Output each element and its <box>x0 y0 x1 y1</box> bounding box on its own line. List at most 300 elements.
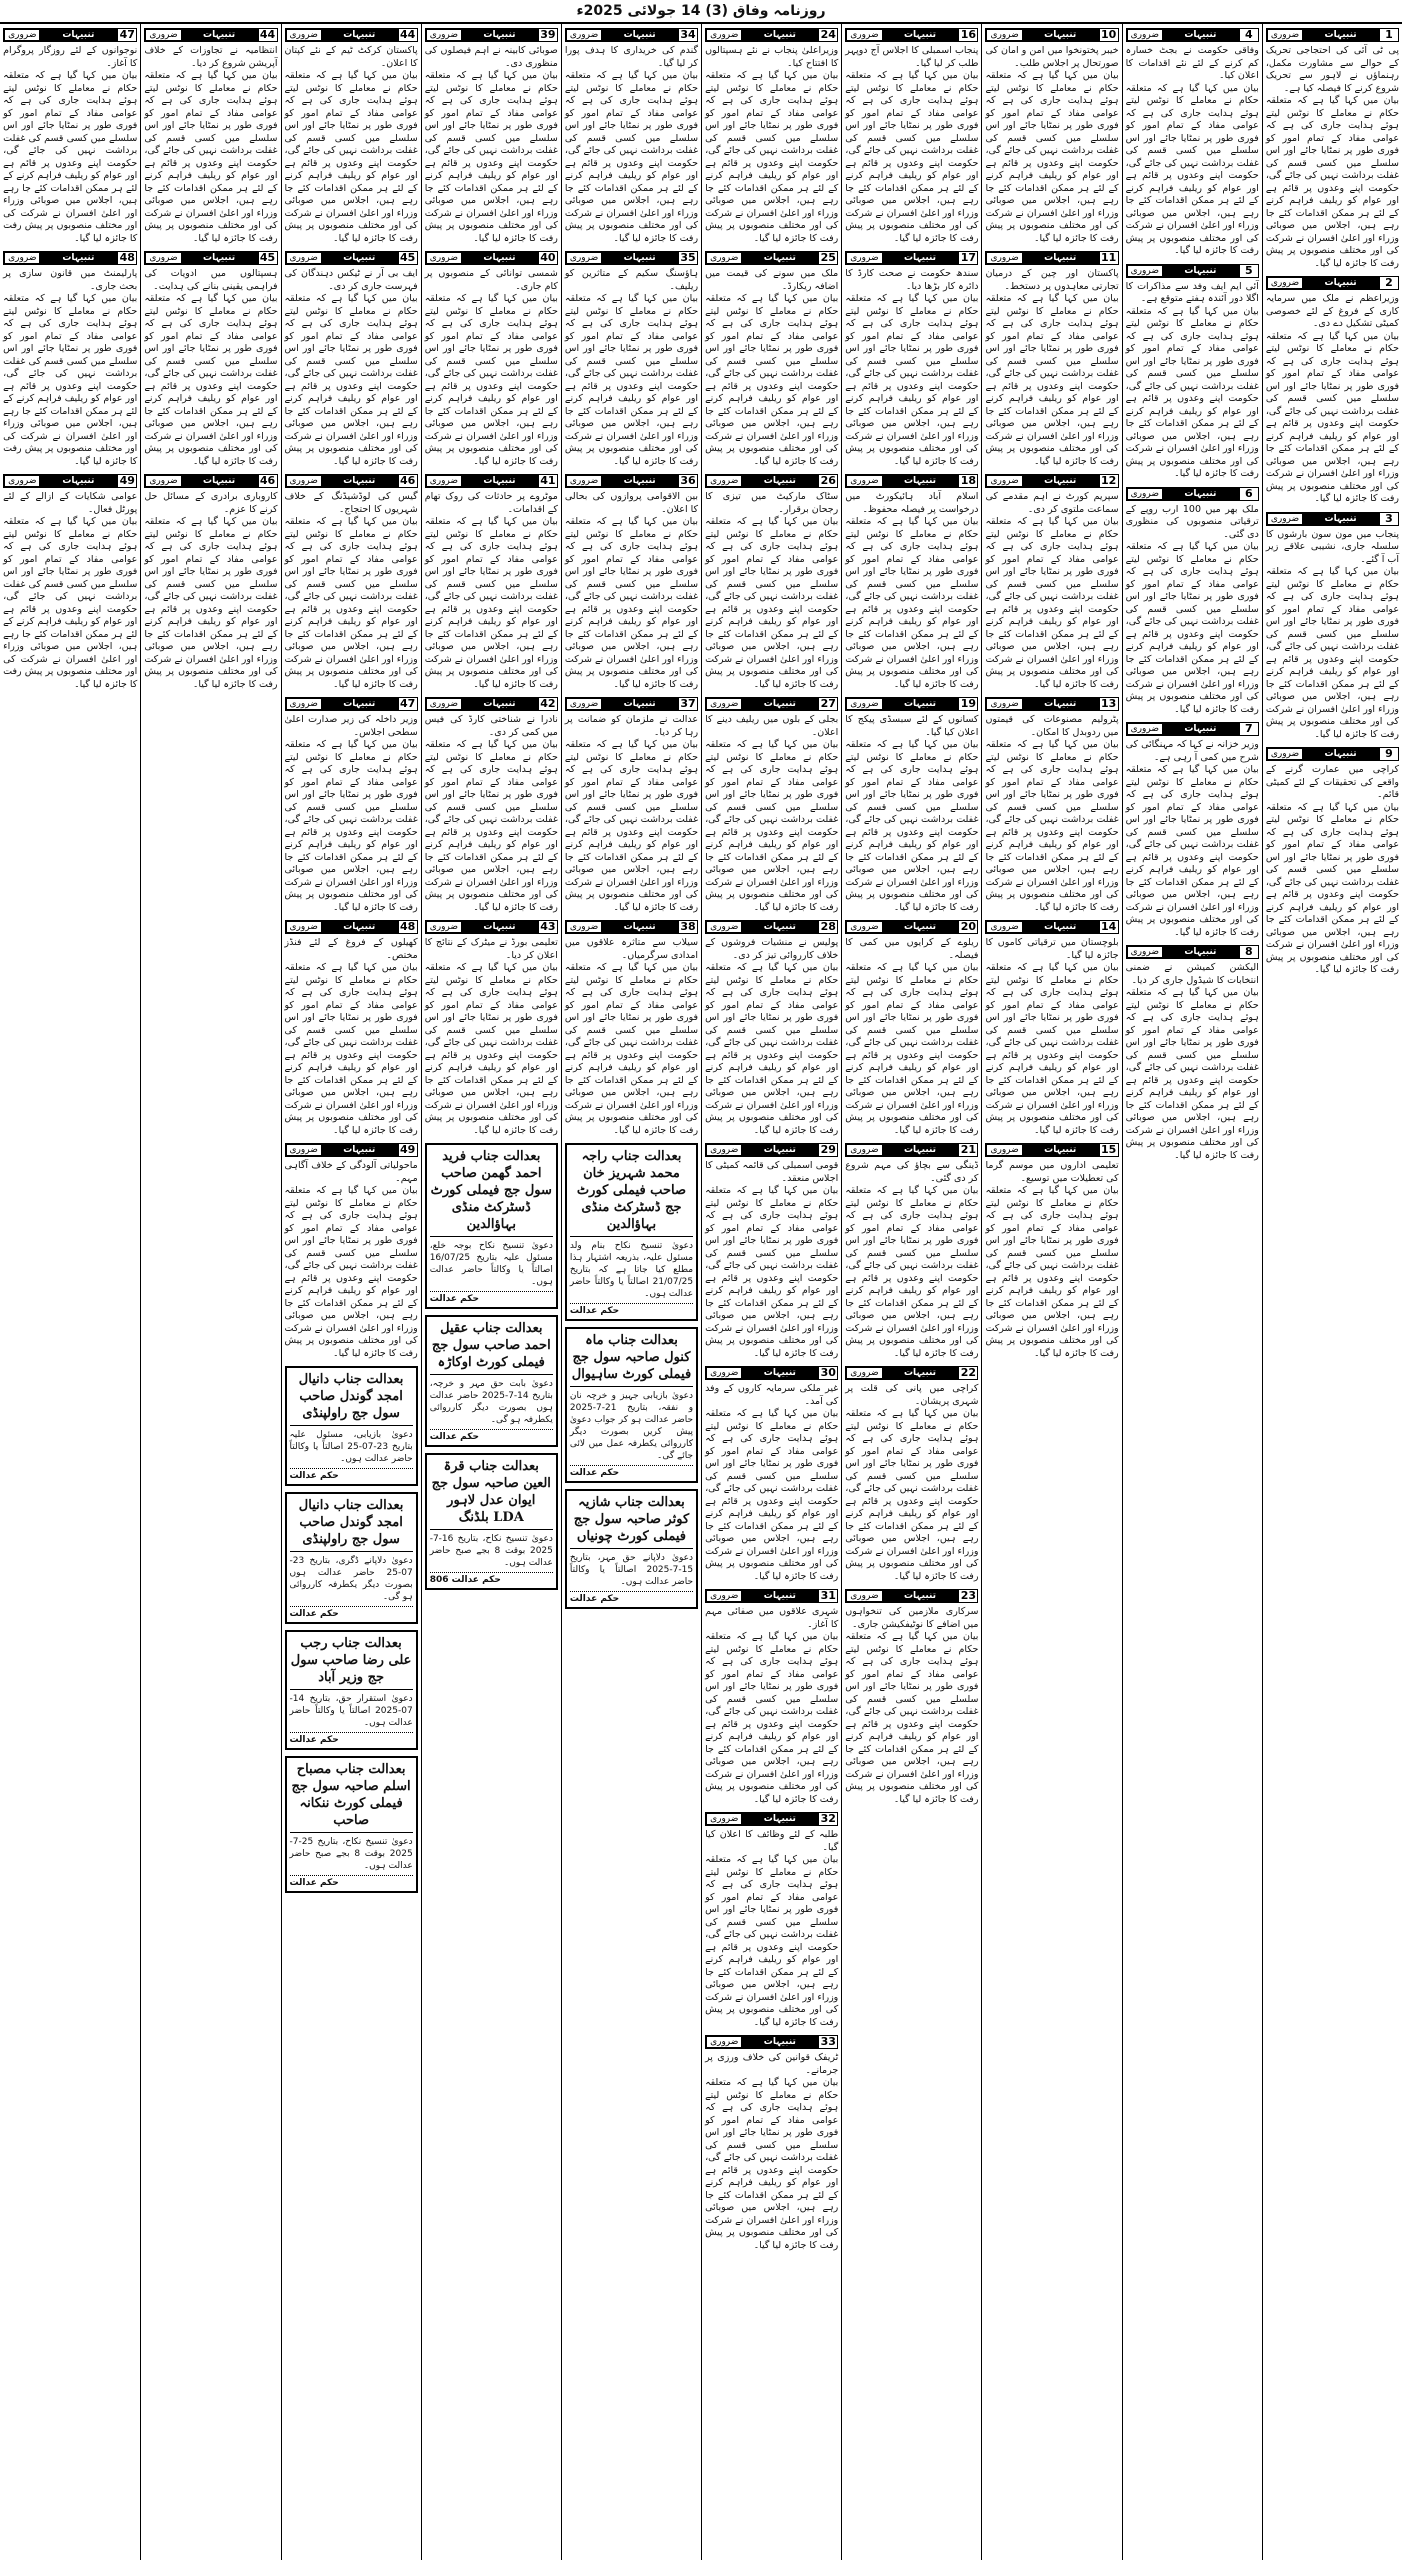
item-text: نادرا نے شناختی کارڈ کی فیس میں کمی کر دی۔ <box>424 714 558 738</box>
item-body-text: بیان میں کہا گیا ہے کہ متعلقہ حکام نے معاملے کا نوٹس لیتے ہوئے ہدایت جاری کی ہے کہ عوامی مفاد کے تمام امور کو فوری طور پر نمٹایا جائے اور اس سلسلے میں کسی قسم کی غفلت برداشت نہیں کی جائے گی، حکومت اپنے وعدوں پر قائم ہے اور عوام کو ریلیف فراہم کرنے کے لئے ہر ممکن اقدامات کئے جا رہے ہیں، اجلاس میں صوبائی وزراء اور اعلیٰ افسران نے شرکت کی اور مختلف منصوبوں پر پیش رفت کا جائزہ لیا گیا۔ <box>1125 305 1259 479</box>
news-item <box>3 251 137 468</box>
news-item <box>985 28 1118 245</box>
tag-label: ضروری <box>707 30 741 40</box>
item-text: عدالت نے ملزمان کو ضمانت پر رہا کر دیا۔ <box>564 714 699 738</box>
item-text: ریلوے کے کرایوں میں کمی کا فیصلہ۔ <box>845 937 979 961</box>
item-body-text: بیان میں کہا گیا ہے کہ متعلقہ حکام نے معاملے کا نوٹس لیتے ہوئے ہدایت جاری کی ہے کہ عوامی مفاد کے تمام امور کو فوری طور پر نمٹایا جائے اور اس سلسلے میں کسی قسم کی غفلت برداشت نہیں کی جائے گی، حکومت اپنے وعدوں پر قائم ہے اور عوام کو ریلیف فراہم کرنے کے لئے ہر ممکن اقدامات کئے جا رہے ہیں، اجلاس میں صوبائی وزراء اور اعلیٰ افسران نے شرکت کی اور مختلف منصوبوں پر پیش رفت کا جائزہ لیا گیا۔ <box>705 739 839 913</box>
section-label: تنبیہات <box>343 922 376 932</box>
court-notice-signature: حکم عدالت <box>430 1291 553 1304</box>
item-body-text: بیان میں کہا گیا ہے کہ متعلقہ حکام نے معاملے کا نوٹس لیتے ہوئے ہدایت جاری کی ہے کہ عوامی مفاد کے تمام امور کو فوری طور پر نمٹایا جائے اور اس سلسلے میں کسی قسم کی غفلت برداشت نہیں کی جائے گی، حکومت اپنے وعدوں پر قائم ہے اور عوام کو ریلیف فراہم کرنے کے لئے ہر ممکن اقدامات کئے جا رہے ہیں، اجلاس میں صوبائی وزراء اور اعلیٰ افسران نے شرکت کی اور مختلف منصوبوں پر پیش رفت کا جائزہ لیا گیا۔ <box>1125 541 1259 715</box>
news-item <box>425 920 558 1137</box>
tag-label: ضروری <box>987 253 1021 263</box>
tag-label: ضروری <box>1268 514 1302 524</box>
item-text: ایف بی آر نے ٹیکس دہندگان کی فہرست جاری کر دی۔ <box>284 268 418 292</box>
court-notice-signature: حکم عدالت <box>290 1606 413 1619</box>
tag-label: ضروری <box>1268 278 1302 288</box>
tag-label: ضروری <box>287 30 321 40</box>
section-bar <box>985 251 1118 265</box>
section-bar <box>985 1143 1118 1157</box>
news-item <box>1266 276 1399 506</box>
news-item <box>845 28 978 245</box>
item-number: 23 <box>958 1589 978 1603</box>
section-bar <box>3 474 137 488</box>
court-notice <box>425 1315 558 1447</box>
item-text: وزیر داخلہ کی زیر صدارت اعلیٰ سطحی اجلاس۔ <box>284 714 418 738</box>
item-body-text: بیان میں کہا گیا ہے کہ متعلقہ حکام نے معاملے کا نوٹس لیتے ہوئے ہدایت جاری کی ہے کہ عوامی مفاد کے تمام امور کو فوری طور پر نمٹایا جائے اور اس سلسلے میں کسی قسم کی غفلت برداشت نہیں کی جائے گی، حکومت اپنے وعدوں پر قائم ہے اور عوام کو ریلیف فراہم کرنے کے لئے ہر ممکن اقدامات کئے جا رہے ہیں، اجلاس میں صوبائی وزراء اور اعلیٰ افسران نے شرکت کی اور مختلف منصوبوں پر پیش رفت کا جائزہ لیا گیا۔ <box>1265 330 1399 504</box>
item-body-text: بیان میں کہا گیا ہے کہ متعلقہ حکام نے معاملے کا نوٹس لیتے ہوئے ہدایت جاری کی ہے کہ عوامی مفاد کے تمام امور کو فوری طور پر نمٹایا جائے اور اس سلسلے میں کسی قسم کی غفلت برداشت نہیں کی جائے گی، حکومت اپنے وعدوں پر قائم ہے اور عوام کو ریلیف فراہم کرنے کے لئے ہر ممکن اقدامات کئے جا رہے ہیں، اجلاس میں صوبائی وزراء اور اعلیٰ افسران نے شرکت کی اور مختلف منصوبوں پر پیش رفت کا جائزہ لیا گیا۔ <box>845 1185 979 1359</box>
section-label: تنبیہات <box>483 253 516 263</box>
item-body-text: بیان میں کہا گیا ہے کہ متعلقہ حکام نے معاملے کا نوٹس لیتے ہوئے ہدایت جاری کی ہے کہ عوامی مفاد کے تمام امور کو فوری طور پر نمٹایا جائے اور اس سلسلے میں کسی قسم کی غفلت برداشت نہیں کی جائے گی، حکومت اپنے وعدوں پر قائم ہے اور عوام کو ریلیف فراہم کرنے کے لئے ہر ممکن اقدامات کئے جا رہے ہیں، اجلاس میں صوبائی وزراء اور اعلیٰ افسران نے شرکت کی اور مختلف منصوبوں پر پیش رفت کا جائزہ لیا گیا۔ <box>564 516 699 690</box>
item-number: 6 <box>1239 487 1259 501</box>
item-text: پارلیمنٹ میں قانون سازی پر بحث جاری۔ <box>3 268 138 292</box>
news-item <box>285 251 418 468</box>
section-bar <box>285 920 418 934</box>
tag-label: ضروری <box>427 922 461 932</box>
news-item <box>705 28 838 245</box>
section-label: تنبیہات <box>483 699 516 709</box>
section-bar <box>985 697 1118 711</box>
item-number: 15 <box>1099 1143 1119 1157</box>
item-body-text: بیان میں کہا گیا ہے کہ متعلقہ حکام نے معاملے کا نوٹس لیتے ہوئے ہدایت جاری کی ہے کہ عوامی مفاد کے تمام امور کو فوری طور پر نمٹایا جائے اور اس سلسلے میں کسی قسم کی غفلت برداشت نہیں کی جائے گی، حکومت اپنے وعدوں پر قائم ہے اور عوام کو ریلیف فراہم کرنے کے لئے ہر ممکن اقدامات کئے جا رہے ہیں، اجلاس میں صوبائی وزراء اور اعلیٰ افسران نے شرکت کی اور مختلف منصوبوں پر پیش رفت کا جائزہ لیا گیا۔ <box>564 739 699 913</box>
section-bar <box>3 28 137 42</box>
item-number: 21 <box>958 1143 978 1157</box>
item-body-text: بیان میں کہا گیا ہے کہ متعلقہ حکام نے معاملے کا نوٹس لیتے ہوئے ہدایت جاری کی ہے کہ عوامی مفاد کے تمام امور کو فوری طور پر نمٹایا جائے اور اس سلسلے میں کسی قسم کی غفلت برداشت نہیں کی جائے گی، حکومت اپنے وعدوں پر قائم ہے اور عوام کو ریلیف فراہم کرنے کے لئے ہر ممکن اقدامات کئے جا رہے ہیں، اجلاس میں صوبائی وزراء اور اعلیٰ افسران نے شرکت کی اور مختلف منصوبوں پر پیش رفت کا جائزہ لیا گیا۔ <box>564 962 699 1136</box>
section-bar <box>565 474 698 488</box>
section-label: تنبیہات <box>1044 30 1077 40</box>
tag-label: ضروری <box>987 699 1021 709</box>
news-item <box>845 920 978 1137</box>
tag-label: ضروری <box>707 253 741 263</box>
section-bar <box>144 474 277 488</box>
tag-label: ضروری <box>707 699 741 709</box>
section-bar <box>425 251 558 265</box>
item-text: وزیراعلیٰ پنجاب نے نئے ہسپتالوں کا افتتاح کیا۔ <box>705 45 839 69</box>
court-notice-body: دعویٰ تنسیخ نکاح بوجہ خلع، مسئول علیہ بتاریخ 16/07/25 اصالتاً یا وکالتاً حاضر عدالت ہوں۔ <box>429 1241 553 1287</box>
item-text: وزیراعظم نے ملک میں سرمایہ کاری کے فروغ کے لئے خصوصی کمیٹی تشکیل دے دی۔ <box>1265 293 1399 329</box>
section-label: تنبیہات <box>1044 476 1077 486</box>
court-notice-heading: بعدالت جناب شازیہ کوثر صاحبہ سول جج فیملی کورٹ چونیاں <box>570 1494 693 1549</box>
item-number: 2 <box>1379 276 1399 290</box>
news-item <box>845 251 978 468</box>
section-bar <box>1126 264 1259 278</box>
tag-label: ضروری <box>847 922 881 932</box>
section-label: تنبیہات <box>203 30 236 40</box>
item-body-text: بیان میں کہا گیا ہے کہ متعلقہ حکام نے معاملے کا نوٹس لیتے ہوئے ہدایت جاری کی ہے کہ عوامی مفاد کے تمام امور کو فوری طور پر نمٹایا جائے اور اس سلسلے میں کسی قسم کی غفلت برداشت نہیں کی جائے گی، حکومت اپنے وعدوں پر قائم ہے اور عوام کو ریلیف فراہم کرنے کے لئے ہر ممکن اقدامات کئے جا رہے ہیں، اجلاس میں صوبائی وزراء اور اعلیٰ افسران نے شرکت کی اور مختلف منصوبوں پر پیش رفت کا جائزہ لیا گیا۔ <box>284 70 418 244</box>
news-item <box>705 1366 838 1583</box>
tag-label: ضروری <box>1128 266 1162 276</box>
section-label: تنبیہات <box>62 30 95 40</box>
news-item <box>845 474 978 691</box>
item-text: بجلی کے بلوں میں ریلیف دینے کا اعلان۔ <box>705 714 839 738</box>
item-body-text: بیان میں کہا گیا ہے کہ متعلقہ حکام نے معاملے کا نوٹس لیتے ہوئے ہدایت جاری کی ہے کہ عوامی مفاد کے تمام امور کو فوری طور پر نمٹایا جائے اور اس سلسلے میں کسی قسم کی غفلت برداشت نہیں کی جائے گی، حکومت اپنے وعدوں پر قائم ہے اور عوام کو ریلیف فراہم کرنے کے لئے ہر ممکن اقدامات کئے جا رہے ہیں، اجلاس میں صوبائی وزراء اور اعلیٰ افسران نے شرکت کی اور مختلف منصوبوں پر پیش رفت کا جائزہ لیا گیا۔ <box>705 1631 839 1805</box>
item-text: ہاؤسنگ سکیم کے متاثرین کو ریلیف۔ <box>564 268 699 292</box>
tag-label: ضروری <box>567 30 601 40</box>
item-text: گندم کی خریداری کا ہدف پورا کر لیا گیا۔ <box>564 45 699 69</box>
item-number: 36 <box>678 474 698 488</box>
section-bar <box>985 474 1118 488</box>
news-item <box>1126 722 1259 939</box>
item-number: 14 <box>1099 920 1119 934</box>
section-bar <box>845 697 978 711</box>
item-body-text: بیان میں کہا گیا ہے کہ متعلقہ حکام نے معاملے کا نوٹس لیتے ہوئے ہدایت جاری کی ہے کہ عوامی مفاد کے تمام امور کو فوری طور پر نمٹایا جائے اور اس سلسلے میں کسی قسم کی غفلت برداشت نہیں کی جائے گی، حکومت اپنے وعدوں پر قائم ہے اور عوام کو ریلیف فراہم کرنے کے لئے ہر ممکن اقدامات کئے جا رہے ہیں، اجلاس میں صوبائی وزراء اور اعلیٰ افسران نے شرکت کی اور مختلف منصوبوں پر پیش رفت کا جائزہ لیا گیا۔ <box>1125 987 1259 1161</box>
tag-label: ضروری <box>707 1814 741 1824</box>
item-body-text: بیان میں کہا گیا ہے کہ متعلقہ حکام نے معاملے کا نوٹس لیتے ہوئے ہدایت جاری کی ہے کہ عوامی مفاد کے تمام امور کو فوری طور پر نمٹایا جائے اور اس سلسلے میں کسی قسم کی غفلت برداشت نہیں کی جائے گی، حکومت اپنے وعدوں پر قائم ہے اور عوام کو ریلیف فراہم کرنے کے لئے ہر ممکن اقدامات کئے جا رہے ہیں، اجلاس میں صوبائی وزراء اور اعلیٰ افسران نے شرکت کی اور مختلف منصوبوں پر پیش رفت کا جائزہ لیا گیا۔ <box>284 1185 418 1359</box>
section-bar <box>705 920 838 934</box>
court-notice-body: دعویٰ دلاپانے ڈگری، بتاریخ 23-07-25 حاضر عدالت ہوں بصورت دیگر یکطرفہ کارروائی ہو گی۔ <box>289 1556 413 1602</box>
section-label: تنبیہات <box>1184 724 1217 734</box>
court-notice <box>285 1492 418 1624</box>
item-number: 45 <box>258 251 278 265</box>
news-item <box>705 1143 838 1360</box>
item-number: 24 <box>818 28 838 42</box>
news-item <box>425 251 558 468</box>
section-label: تنبیہات <box>623 30 656 40</box>
section-label: تنبیہات <box>1324 749 1357 759</box>
item-number: 47 <box>398 697 418 711</box>
tag-label: ضروری <box>847 476 881 486</box>
tag-label: ضروری <box>287 699 321 709</box>
item-number: 37 <box>678 697 698 711</box>
item-body-text: بیان میں کہا گیا ہے کہ متعلقہ حکام نے معاملے کا نوٹس لیتے ہوئے ہدایت جاری کی ہے کہ عوامی مفاد کے تمام امور کو فوری طور پر نمٹایا جائے اور اس سلسلے میں کسی قسم کی غفلت برداشت نہیں کی جائے گی، حکومت اپنے وعدوں پر قائم ہے اور عوام کو ریلیف فراہم کرنے کے لئے ہر ممکن اقدامات کئے جا رہے ہیں، اجلاس میں صوبائی وزراء اور اعلیٰ افسران نے شرکت کی اور مختلف منصوبوں پر پیش رفت کا جائزہ لیا گیا۔ <box>564 293 699 467</box>
court-notice-heading: بعدالت جناب قرۃ العین صاحبہ سول جج ایوان عدل لاہور LDA بلڈنگ <box>430 1458 553 1530</box>
item-body-text: بیان میں کہا گیا ہے کہ متعلقہ حکام نے معاملے کا نوٹس لیتے ہوئے ہدایت جاری کی ہے کہ عوامی مفاد کے تمام امور کو فوری طور پر نمٹایا جائے اور اس سلسلے میں کسی قسم کی غفلت برداشت نہیں کی جائے گی، حکومت اپنے وعدوں پر قائم ہے اور عوام کو ریلیف فراہم کرنے کے لئے ہر ممکن اقدامات کئے جا رہے ہیں، اجلاس میں صوبائی وزراء اور اعلیٰ افسران نے شرکت کی اور مختلف منصوبوں پر پیش رفت کا جائزہ لیا گیا۔ <box>424 293 558 467</box>
item-number: 13 <box>1099 697 1119 711</box>
tag-label: ضروری <box>427 476 461 486</box>
tag-label: ضروری <box>567 922 601 932</box>
section-bar <box>565 697 698 711</box>
section-bar <box>1266 28 1399 42</box>
court-notice-body: دعویٰ بازیابی، مسئول علیہ بتاریخ 23-07-25 اصالتاً یا وکالتاً حاضر عدالت ہوں۔ <box>289 1430 413 1464</box>
section-bar <box>705 2035 838 2049</box>
court-notice-heading: بعدالت جناب دانیال امجد گوندل صاحب سول جج راولپنڈی <box>290 1497 413 1552</box>
section-bar <box>425 28 558 42</box>
item-body-text: بیان میں کہا گیا ہے کہ متعلقہ حکام نے معاملے کا نوٹس لیتے ہوئے ہدایت جاری کی ہے کہ عوامی مفاد کے تمام امور کو فوری طور پر نمٹایا جائے اور اس سلسلے میں کسی قسم کی غفلت برداشت نہیں کی جائے گی، حکومت اپنے وعدوں پر قائم ہے اور عوام کو ریلیف فراہم کرنے کے لئے ہر ممکن اقدامات کئے جا رہے ہیں، اجلاس میں صوبائی وزراء اور اعلیٰ افسران نے شرکت کی اور مختلف منصوبوں پر پیش رفت کا جائزہ لیا گیا۔ <box>705 516 839 690</box>
news-item <box>985 920 1118 1137</box>
item-text: تعلیمی اداروں میں موسم گرما کی تعطیلات میں توسیع۔ <box>985 1160 1119 1184</box>
news-column <box>140 24 280 2560</box>
section-bar <box>705 251 838 265</box>
section-label: تنبیہات <box>343 1145 376 1155</box>
item-body-text: بیان میں کہا گیا ہے کہ متعلقہ حکام نے معاملے کا نوٹس لیتے ہوئے ہدایت جاری کی ہے کہ عوامی مفاد کے تمام امور کو فوری طور پر نمٹایا جائے اور اس سلسلے میں کسی قسم کی غفلت برداشت نہیں کی جائے گی، حکومت اپنے وعدوں پر قائم ہے اور عوام کو ریلیف فراہم کرنے کے لئے ہر ممکن اقدامات کئے جا رہے ہیں، اجلاس میں صوبائی وزراء اور اعلیٰ افسران نے شرکت کی اور مختلف منصوبوں پر پیش رفت کا جائزہ لیا گیا۔ <box>1265 801 1399 975</box>
news-item <box>705 251 838 468</box>
item-text: سٹاک مارکیٹ میں تیزی کا رجحان برقرار۔ <box>705 491 839 515</box>
item-text: آئی ایم ایف وفد سے مذاکرات کا اگلا دور آئندہ ہفتے متوقع ہے۔ <box>1125 280 1259 304</box>
item-body-text: بیان میں کہا گیا ہے کہ متعلقہ حکام نے معاملے کا نوٹس لیتے ہوئے ہدایت جاری کی ہے کہ عوامی مفاد کے تمام امور کو فوری طور پر نمٹایا جائے اور اس سلسلے میں کسی قسم کی غفلت برداشت نہیں کی جائے گی، حکومت اپنے وعدوں پر قائم ہے اور عوام کو ریلیف فراہم کرنے کے لئے ہر ممکن اقدامات کئے جا رہے ہیں، اجلاس میں صوبائی وزراء اور اعلیٰ افسران نے شرکت کی اور مختلف منصوبوں پر پیش رفت کا جائزہ لیا گیا۔ <box>705 1185 839 1359</box>
section-label: تنبیہات <box>483 476 516 486</box>
item-text: سیلاب سے متاثرہ علاقوں میں امدادی سرگرمیاں۔ <box>564 937 699 961</box>
item-text: خیبر پختونخوا میں امن و امان کی صورتحال پر اجلاس طلب۔ <box>985 45 1119 69</box>
item-body-text: بیان میں کہا گیا ہے کہ متعلقہ حکام نے معاملے کا نوٹس لیتے ہوئے ہدایت جاری کی ہے کہ عوامی مفاد کے تمام امور کو فوری طور پر نمٹایا جائے اور اس سلسلے میں کسی قسم کی غفلت برداشت نہیں کی جائے گی، حکومت اپنے وعدوں پر قائم ہے اور عوام کو ریلیف فراہم کرنے کے لئے ہر ممکن اقدامات کئے جا رہے ہیں، اجلاس میں صوبائی وزراء اور اعلیٰ افسران نے شرکت کی اور مختلف منصوبوں پر پیش رفت کا جائزہ لیا گیا۔ <box>1265 566 1399 740</box>
tag-label: ضروری <box>987 922 1021 932</box>
item-body-text: بیان میں کہا گیا ہے کہ متعلقہ حکام نے معاملے کا نوٹس لیتے ہوئے ہدایت جاری کی ہے کہ عوامی مفاد کے تمام امور کو فوری طور پر نمٹایا جائے اور اس سلسلے میں کسی قسم کی غفلت برداشت نہیں کی جائے گی، حکومت اپنے وعدوں پر قائم ہے اور عوام کو ریلیف فراہم کرنے کے لئے ہر ممکن اقدامات کئے جا رہے ہیں، اجلاس میں صوبائی وزراء اور اعلیٰ افسران نے شرکت کی اور مختلف منصوبوں پر پیش رفت کا جائزہ لیا گیا۔ <box>144 293 278 467</box>
section-label: تنبیہات <box>903 1368 937 1378</box>
item-text: کسانوں کے لئے سبسڈی پیکج کا اعلان کیا گیا۔ <box>845 714 979 738</box>
section-bar <box>1266 276 1399 290</box>
item-number: 29 <box>818 1143 838 1157</box>
item-number: 1 <box>1379 28 1399 42</box>
court-notice-signature: حکم عدالت <box>570 1303 693 1316</box>
item-body-text: بیان میں کہا گیا ہے کہ متعلقہ حکام نے معاملے کا نوٹس لیتے ہوئے ہدایت جاری کی ہے کہ عوامی مفاد کے تمام امور کو فوری طور پر نمٹایا جائے اور اس سلسلے میں کسی قسم کی غفلت برداشت نہیں کی جائے گی، حکومت اپنے وعدوں پر قائم ہے اور عوام کو ریلیف فراہم کرنے کے لئے ہر ممکن اقدامات کئے جا رہے ہیں، اجلاس میں صوبائی وزراء اور اعلیٰ افسران نے شرکت کی اور مختلف منصوبوں پر پیش رفت کا جائزہ لیا گیا۔ <box>3 70 138 244</box>
news-item <box>705 697 838 914</box>
item-body-text: بیان میں کہا گیا ہے کہ متعلقہ حکام نے معاملے کا نوٹس لیتے ہوئے ہدایت جاری کی ہے کہ عوامی مفاد کے تمام امور کو فوری طور پر نمٹایا جائے اور اس سلسلے میں کسی قسم کی غفلت برداشت نہیں کی جائے گی، حکومت اپنے وعدوں پر قائم ہے اور عوام کو ریلیف فراہم کرنے کے لئے ہر ممکن اقدامات کئے جا رہے ہیں، اجلاس میں صوبائی وزراء اور اعلیٰ افسران نے شرکت کی اور مختلف منصوبوں پر پیش رفت کا جائزہ لیا گیا۔ <box>1125 82 1259 256</box>
item-number: 28 <box>818 920 838 934</box>
section-label: تنبیہات <box>903 1145 937 1155</box>
news-column <box>1122 24 1262 2560</box>
news-item <box>1126 28 1259 258</box>
court-notice-body: دعویٰ بابت حق مہر و خرچہ، بتاریخ 14-7-2025 حاضر عدالت ہوں بصورت دیگر کارروائی یکطرفہ ہو گی۔ <box>429 1379 553 1425</box>
section-bar <box>705 1589 838 1603</box>
item-body-text: بیان میں کہا گیا ہے کہ متعلقہ حکام نے معاملے کا نوٹس لیتے ہوئے ہدایت جاری کی ہے کہ عوامی مفاد کے تمام امور کو فوری طور پر نمٹایا جائے اور اس سلسلے میں کسی قسم کی غفلت برداشت نہیں کی جائے گی، حکومت اپنے وعدوں پر قائم ہے اور عوام کو ریلیف فراہم کرنے کے لئے ہر ممکن اقدامات کئے جا رہے ہیں، اجلاس میں صوبائی وزراء اور اعلیٰ افسران نے شرکت کی اور مختلف منصوبوں پر پیش رفت کا جائزہ لیا گیا۔ <box>144 70 278 244</box>
news-item <box>705 1812 838 2029</box>
item-body-text: بیان میں کہا گیا ہے کہ متعلقہ حکام نے معاملے کا نوٹس لیتے ہوئے ہدایت جاری کی ہے کہ عوامی مفاد کے تمام امور کو فوری طور پر نمٹایا جائے اور اس سلسلے میں کسی قسم کی غفلت برداشت نہیں کی جائے گی، حکومت اپنے وعدوں پر قائم ہے اور عوام کو ریلیف فراہم کرنے کے لئے ہر ممکن اقدامات کئے جا رہے ہیں، اجلاس میں صوبائی وزراء اور اعلیٰ افسران نے شرکت کی اور مختلف منصوبوں پر پیش رفت کا جائزہ لیا گیا۔ <box>845 70 979 244</box>
tag-label: ضروری <box>1268 749 1302 759</box>
item-body-text: بیان میں کہا گیا ہے کہ متعلقہ حکام نے معاملے کا نوٹس لیتے ہوئے ہدایت جاری کی ہے کہ عوامی مفاد کے تمام امور کو فوری طور پر نمٹایا جائے اور اس سلسلے میں کسی قسم کی غفلت برداشت نہیں کی جائے گی، حکومت اپنے وعدوں پر قائم ہے اور عوام کو ریلیف فراہم کرنے کے لئے ہر ممکن اقدامات کئے جا رہے ہیں، اجلاس میں صوبائی وزراء اور اعلیٰ افسران نے شرکت کی اور مختلف منصوبوں پر پیش رفت کا جائزہ لیا گیا۔ <box>3 293 138 467</box>
item-body-text: بیان میں کہا گیا ہے کہ متعلقہ حکام نے معاملے کا نوٹس لیتے ہوئے ہدایت جاری کی ہے کہ عوامی مفاد کے تمام امور کو فوری طور پر نمٹایا جائے اور اس سلسلے میں کسی قسم کی غفلت برداشت نہیں کی جائے گی، حکومت اپنے وعدوں پر قائم ہے اور عوام کو ریلیف فراہم کرنے کے لئے ہر ممکن اقدامات کئے جا رہے ہیں، اجلاس میں صوبائی وزراء اور اعلیٰ افسران نے شرکت کی اور مختلف منصوبوں پر پیش رفت کا جائزہ لیا گیا۔ <box>845 962 979 1136</box>
tag-label: ضروری <box>987 476 1021 486</box>
section-bar <box>425 697 558 711</box>
section-bar <box>285 251 418 265</box>
section-bar <box>1126 28 1259 42</box>
news-item <box>985 251 1118 468</box>
item-number: 46 <box>258 474 278 488</box>
item-text: پٹرولیم مصنوعات کی قیمتوں میں ردوبدل کا امکان۔ <box>985 714 1119 738</box>
item-body-text: بیان میں کہا گیا ہے کہ متعلقہ حکام نے معاملے کا نوٹس لیتے ہوئے ہدایت جاری کی ہے کہ عوامی مفاد کے تمام امور کو فوری طور پر نمٹایا جائے اور اس سلسلے میں کسی قسم کی غفلت برداشت نہیں کی جائے گی، حکومت اپنے وعدوں پر قائم ہے اور عوام کو ریلیف فراہم کرنے کے لئے ہر ممکن اقدامات کئے جا رہے ہیں، اجلاس میں صوبائی وزراء اور اعلیٰ افسران نے شرکت کی اور مختلف منصوبوں پر پیش رفت کا جائزہ لیا گیا۔ <box>424 70 558 244</box>
item-text: پاکستان اور چین کے درمیان تجارتی معاہدوں پر دستخط۔ <box>985 268 1119 292</box>
section-label: تنبیہات <box>763 699 796 709</box>
court-notice-body: دعویٰ دلاپانے حق مہر، بتاریخ 15-7-2025 اصالتاً یا وکالتاً حاضر عدالت ہوں۔ <box>569 1553 694 1587</box>
section-label: تنبیہات <box>343 476 376 486</box>
news-item <box>845 1143 978 1360</box>
item-number: 49 <box>398 1143 418 1157</box>
item-number: 19 <box>958 697 978 711</box>
section-bar <box>1266 512 1399 526</box>
item-body-text: بیان میں کہا گیا ہے کہ متعلقہ حکام نے معاملے کا نوٹس لیتے ہوئے ہدایت جاری کی ہے کہ عوامی مفاد کے تمام امور کو فوری طور پر نمٹایا جائے اور اس سلسلے میں کسی قسم کی غفلت برداشت نہیں کی جائے گی، حکومت اپنے وعدوں پر قائم ہے اور عوام کو ریلیف فراہم کرنے کے لئے ہر ممکن اقدامات کئے جا رہے ہیں، اجلاس میں صوبائی وزراء اور اعلیٰ افسران نے شرکت کی اور مختلف منصوبوں پر پیش رفت کا جائزہ لیا گیا۔ <box>845 293 979 467</box>
item-text: وفاقی حکومت نے بجٹ خسارہ کم کرنے کے لئے نئے اقدامات کا اعلان کیا۔ <box>1125 45 1259 81</box>
news-item <box>1266 28 1399 270</box>
court-notice-heading: بعدالت جناب مصباح اسلم صاحبہ سول جج فیملی کورٹ ننکانہ صاحب <box>290 1761 413 1833</box>
item-body-text: بیان میں کہا گیا ہے کہ متعلقہ حکام نے معاملے کا نوٹس لیتے ہوئے ہدایت جاری کی ہے کہ عوامی مفاد کے تمام امور کو فوری طور پر نمٹایا جائے اور اس سلسلے میں کسی قسم کی غفلت برداشت نہیں کی جائے گی، حکومت اپنے وعدوں پر قائم ہے اور عوام کو ریلیف فراہم کرنے کے لئے ہر ممکن اقدامات کئے جا رہے ہیں، اجلاس میں صوبائی وزراء اور اعلیٰ افسران نے شرکت کی اور مختلف منصوبوں پر پیش رفت کا جائزہ لیا گیا۔ <box>284 516 418 690</box>
tag-label: ضروری <box>146 253 180 263</box>
news-item <box>565 920 698 1137</box>
item-number: 40 <box>538 251 558 265</box>
item-body-text: بیان میں کہا گیا ہے کہ متعلقہ حکام نے معاملے کا نوٹس لیتے ہوئے ہدایت جاری کی ہے کہ عوامی مفاد کے تمام امور کو فوری طور پر نمٹایا جائے اور اس سلسلے میں کسی قسم کی غفلت برداشت نہیں کی جائے گی، حکومت اپنے وعدوں پر قائم ہے اور عوام کو ریلیف فراہم کرنے کے لئے ہر ممکن اقدامات کئے جا رہے ہیں، اجلاس میں صوبائی وزراء اور اعلیٰ افسران نے شرکت کی اور مختلف منصوبوں پر پیش رفت کا جائزہ لیا گیا۔ <box>985 1185 1119 1359</box>
item-text: پنجاب اسمبلی کا اجلاس آج دوپہر طلب کر لیا گیا۔ <box>845 45 979 69</box>
item-body-text: بیان میں کہا گیا ہے کہ متعلقہ حکام نے معاملے کا نوٹس لیتے ہوئے ہدایت جاری کی ہے کہ عوامی مفاد کے تمام امور کو فوری طور پر نمٹایا جائے اور اس سلسلے میں کسی قسم کی غفلت برداشت نہیں کی جائے گی، حکومت اپنے وعدوں پر قائم ہے اور عوام کو ریلیف فراہم کرنے کے لئے ہر ممکن اقدامات کئے جا رہے ہیں، اجلاس میں صوبائی وزراء اور اعلیٰ افسران نے شرکت کی اور مختلف منصوبوں پر پیش رفت کا جائزہ لیا گیا۔ <box>284 739 418 913</box>
item-text: شمسی توانائی کے منصوبوں پر کام جاری۔ <box>424 268 558 292</box>
newspaper-page <box>0 24 1402 2560</box>
news-item <box>144 251 277 468</box>
tag-label: ضروری <box>847 699 881 709</box>
section-label: تنبیہات <box>763 30 796 40</box>
news-item <box>845 1366 978 1583</box>
section-bar <box>1126 945 1259 959</box>
news-item <box>1126 264 1259 481</box>
news-item <box>565 697 698 914</box>
court-notice-body: دعویٰ استقرار حق، بتاریخ 14-07-2025 اصالتاً یا وکالتاً حاضر عدالت ہوں۔ <box>289 1694 413 1728</box>
news-item <box>1266 747 1399 977</box>
section-label: تنبیہات <box>1184 265 1217 276</box>
news-item <box>425 697 558 914</box>
section-bar <box>565 920 698 934</box>
news-item <box>285 474 418 691</box>
item-text: نوجوانوں کے لئے روزگار پروگرام کا آغاز۔ <box>3 45 138 69</box>
news-item <box>565 251 698 468</box>
section-bar <box>985 28 1118 42</box>
section-label: تنبیہات <box>1044 699 1077 709</box>
tag-label: ضروری <box>707 1145 741 1155</box>
news-column <box>421 24 561 2560</box>
tag-label: ضروری <box>287 922 321 932</box>
news-item <box>845 1589 978 1806</box>
section-label: تنبیہات <box>763 1814 796 1824</box>
news-item <box>3 28 137 245</box>
tag-label: ضروری <box>707 1591 741 1601</box>
tag-label: ضروری <box>567 253 601 263</box>
court-notice-heading: بعدالت جناب رجب علی رضا صاحب سول جج وزیر آباد <box>290 1635 413 1690</box>
news-item <box>565 474 698 691</box>
item-text: ملک بھر میں 100 ارب روپے کے ترقیاتی منصوبوں کی منظوری دی گئی۔ <box>1125 503 1259 540</box>
court-notice-heading: بعدالت جناب راجہ محمد شہریز خان صاحب فیملی کورٹ جج ڈسٹرکٹ منڈی بہاؤالدین <box>570 1148 693 1237</box>
tag-label: ضروری <box>287 253 321 263</box>
section-label: تنبیہات <box>203 476 236 486</box>
court-notice-heading: بعدالت جناب فرید احمد گھمن صاحب سول جج فیملی کورٹ ڈسٹرکٹ منڈی بہاؤالدین <box>430 1148 553 1237</box>
court-notice-body: دعویٰ تنسیخ نکاح، بتاریخ 16-7-2025 بوقت 8 بجے صبح حاضر عدالت ہوں۔ <box>429 1534 553 1568</box>
item-text: پولیس نے منشیات فروشوں کے خلاف کارروائی تیز کر دی۔ <box>705 937 839 961</box>
item-number: 35 <box>678 251 698 265</box>
news-item <box>285 697 418 914</box>
section-label: تنبیہات <box>623 699 656 709</box>
section-bar <box>144 28 277 42</box>
court-notice <box>425 1453 558 1590</box>
item-text: ملک میں سونے کی قیمت میں اضافہ ریکارڈ۔ <box>705 268 839 292</box>
court-notice-signature: حکم عدالت <box>290 1468 413 1481</box>
news-item <box>985 474 1118 691</box>
section-bar <box>705 1366 838 1380</box>
item-text: عوامی شکایات کے ازالے کے لئے پورٹل فعال۔ <box>3 491 138 515</box>
item-number: 48 <box>398 920 418 934</box>
section-label: تنبیہات <box>763 253 796 263</box>
news-item <box>425 28 558 245</box>
item-body-text: بیان میں کہا گیا ہے کہ متعلقہ حکام نے معاملے کا نوٹس لیتے ہوئے ہدایت جاری کی ہے کہ عوامی مفاد کے تمام امور کو فوری طور پر نمٹایا جائے اور اس سلسلے میں کسی قسم کی غفلت برداشت نہیں کی جائے گی، حکومت اپنے وعدوں پر قائم ہے اور عوام کو ریلیف فراہم کرنے کے لئے ہر ممکن اقدامات کئے جا رہے ہیں، اجلاس میں صوبائی وزراء اور اعلیٰ افسران نے شرکت کی اور مختلف منصوبوں پر پیش رفت کا جائزہ لیا گیا۔ <box>424 962 558 1136</box>
section-bar <box>1126 487 1259 501</box>
section-label: تنبیہات <box>343 253 376 263</box>
tag-label: ضروری <box>5 253 39 263</box>
court-notice <box>285 1630 418 1750</box>
news-item <box>705 2035 838 2252</box>
item-number: 16 <box>958 28 978 42</box>
section-bar <box>845 474 978 488</box>
tag-label: ضروری <box>1128 489 1162 499</box>
item-text: کراچی میں عمارت گرنے کے واقعے کی تحقیقات کے لئے کمیٹی قائم۔ <box>1265 764 1399 800</box>
item-number: 25 <box>818 251 838 265</box>
item-body-text: بیان میں کہا گیا ہے کہ متعلقہ حکام نے معاملے کا نوٹس لیتے ہوئے ہدایت جاری کی ہے کہ عوامی مفاد کے تمام امور کو فوری طور پر نمٹایا جائے اور اس سلسلے میں کسی قسم کی غفلت برداشت نہیں کی جائے گی، حکومت اپنے وعدوں پر قائم ہے اور عوام کو ریلیف فراہم کرنے کے لئے ہر ممکن اقدامات کئے جا رہے ہیں، اجلاس میں صوبائی وزراء اور اعلیٰ افسران نے شرکت کی اور مختلف منصوبوں پر پیش رفت کا جائزہ لیا گیا۔ <box>3 516 138 690</box>
item-body-text: بیان میں کہا گیا ہے کہ متعلقہ حکام نے معاملے کا نوٹس لیتے ہوئے ہدایت جاری کی ہے کہ عوامی مفاد کے تمام امور کو فوری طور پر نمٹایا جائے اور اس سلسلے میں کسی قسم کی غفلت برداشت نہیں کی جائے گی، حکومت اپنے وعدوں پر قائم ہے اور عوام کو ریلیف فراہم کرنے کے لئے ہر ممکن اقدامات کئے جا رہے ہیں، اجلاس میں صوبائی وزراء اور اعلیٰ افسران نے شرکت کی اور مختلف منصوبوں پر پیش رفت کا جائزہ لیا گیا۔ <box>705 962 839 1136</box>
section-bar <box>425 474 558 488</box>
news-item <box>144 474 277 691</box>
section-label: تنبیہات <box>623 476 656 486</box>
section-label: تنبیہات <box>763 922 796 932</box>
item-number: 26 <box>818 474 838 488</box>
section-label: تنبیہات <box>1184 488 1217 499</box>
item-body-text: بیان میں کہا گیا ہے کہ متعلقہ حکام نے معاملے کا نوٹس لیتے ہوئے ہدایت جاری کی ہے کہ عوامی مفاد کے تمام امور کو فوری طور پر نمٹایا جائے اور اس سلسلے میں کسی قسم کی غفلت برداشت نہیں کی جائے گی، حکومت اپنے وعدوں پر قائم ہے اور عوام کو ریلیف فراہم کرنے کے لئے ہر ممکن اقدامات کئے جا رہے ہیں، اجلاس میں صوبائی وزراء اور اعلیٰ افسران نے شرکت کی اور مختلف منصوبوں پر پیش رفت کا جائزہ لیا گیا۔ <box>144 516 278 690</box>
item-text: سرکاری ملازمین کی تنخواہوں میں اضافے کا نوٹیفکیشن جاری۔ <box>845 1606 979 1630</box>
section-label: تنبیہات <box>623 253 656 263</box>
section-label: تنبیہات <box>903 30 937 40</box>
tag-label: ضروری <box>427 699 461 709</box>
masthead <box>0 0 1402 24</box>
news-item <box>705 1589 838 1806</box>
court-notice-signature: حکم عدالت <box>290 1875 413 1888</box>
item-body-text: بیان میں کہا گیا ہے کہ متعلقہ حکام نے معاملے کا نوٹس لیتے ہوئے ہدایت جاری کی ہے کہ عوامی مفاد کے تمام امور کو فوری طور پر نمٹایا جائے اور اس سلسلے میں کسی قسم کی غفلت برداشت نہیں کی جائے گی، حکومت اپنے وعدوں پر قائم ہے اور عوام کو ریلیف فراہم کرنے کے لئے ہر ممکن اقدامات کئے جا رہے ہیں، اجلاس میں صوبائی وزراء اور اعلیٰ افسران نے شرکت کی اور مختلف منصوبوں پر پیش رفت کا جائزہ لیا گیا۔ <box>564 70 699 244</box>
item-number: 3 <box>1379 512 1399 526</box>
section-label: تنبیہات <box>343 30 376 40</box>
item-text: پاکستان کرکٹ ٹیم کے نئے کپتان کا اعلان۔ <box>284 45 418 69</box>
item-body-text: بیان میں کہا گیا ہے کہ متعلقہ حکام نے معاملے کا نوٹس لیتے ہوئے ہدایت جاری کی ہے کہ عوامی مفاد کے تمام امور کو فوری طور پر نمٹایا جائے اور اس سلسلے میں کسی قسم کی غفلت برداشت نہیں کی جائے گی، حکومت اپنے وعدوں پر قائم ہے اور عوام کو ریلیف فراہم کرنے کے لئے ہر ممکن اقدامات کئے جا رہے ہیں، اجلاس میں صوبائی وزراء اور اعلیٰ افسران نے شرکت کی اور مختلف منصوبوں پر پیش رفت کا جائزہ لیا گیا۔ <box>284 962 418 1136</box>
item-number: 49 <box>117 474 137 488</box>
court-notice <box>425 1143 558 1309</box>
item-text: ٹریفک قوانین کی خلاف ورزی پر جرمانے۔ <box>705 2052 839 2076</box>
section-label: تنبیہات <box>343 699 376 709</box>
news-item <box>845 697 978 914</box>
item-text: الیکشن کمیشن نے ضمنی انتخابات کا شیڈول جاری کر دیا۔ <box>1125 962 1259 986</box>
item-body-text: بیان میں کہا گیا ہے کہ متعلقہ حکام نے معاملے کا نوٹس لیتے ہوئے ہدایت جاری کی ہے کہ عوامی مفاد کے تمام امور کو فوری طور پر نمٹایا جائے اور اس سلسلے میں کسی قسم کی غفلت برداشت نہیں کی جائے گی، حکومت اپنے وعدوں پر قائم ہے اور عوام کو ریلیف فراہم کرنے کے لئے ہر ممکن اقدامات کئے جا رہے ہیں، اجلاس میں صوبائی وزراء اور اعلیٰ افسران نے شرکت کی اور مختلف منصوبوں پر پیش رفت کا جائزہ لیا گیا۔ <box>985 70 1119 244</box>
court-notice-body: دعویٰ تنسیخ نکاح بنام ولد مسئول علیہ، بذریعہ اشتہار ہذا مطلع کیا جاتا ہے کہ بتاریخ 21/07/25 اصالتاً یا وکالتاً حاضر عدالت ہوں۔ <box>569 1241 694 1299</box>
item-number: 48 <box>117 251 137 265</box>
item-text: غیر ملکی سرمایہ کاروں کے وفد کی آمد۔ <box>705 1383 839 1407</box>
item-number: 45 <box>398 251 418 265</box>
section-label: تنبیہات <box>623 922 656 932</box>
tag-label: ضروری <box>847 1591 881 1601</box>
item-number: 18 <box>958 474 978 488</box>
court-notice-body: دعویٰ بازیابی جہیز و خرچہ نان و نفقہ، بتاریخ 21-7-2025 حاضر عدالت ہو کر جواب دعویٰ پیش کریں بصورت دیگر کارروائی یکطرفہ عمل میں لائی جائے گی۔ <box>569 1391 694 1461</box>
section-label: تنبیہات <box>483 30 516 40</box>
item-body-text: بیان میں کہا گیا ہے کہ متعلقہ حکام نے معاملے کا نوٹس لیتے ہوئے ہدایت جاری کی ہے کہ عوامی مفاد کے تمام امور کو فوری طور پر نمٹایا جائے اور اس سلسلے میں کسی قسم کی غفلت برداشت نہیں کی جائے گی، حکومت اپنے وعدوں پر قائم ہے اور عوام کو ریلیف فراہم کرنے کے لئے ہر ممکن اقدامات کئے جا رہے ہیں، اجلاس میں صوبائی وزراء اور اعلیٰ افسران نے شرکت کی اور مختلف منصوبوں پر پیش رفت کا جائزہ لیا گیا۔ <box>845 739 979 913</box>
section-bar <box>565 251 698 265</box>
section-label: تنبیہات <box>903 1591 937 1601</box>
section-label: تنبیہات <box>1044 922 1077 932</box>
item-text: کھیلوں کے فروغ کے لئے فنڈز مختص۔ <box>284 937 418 961</box>
item-body-text: بیان میں کہا گیا ہے کہ متعلقہ حکام نے معاملے کا نوٹس لیتے ہوئے ہدایت جاری کی ہے کہ عوامی مفاد کے تمام امور کو فوری طور پر نمٹایا جائے اور اس سلسلے میں کسی قسم کی غفلت برداشت نہیں کی جائے گی، حکومت اپنے وعدوں پر قائم ہے اور عوام کو ریلیف فراہم کرنے کے لئے ہر ممکن اقدامات کئے جا رہے ہیں، اجلاس میں صوبائی وزراء اور اعلیٰ افسران نے شرکت کی اور مختلف منصوبوں پر پیش رفت کا جائزہ لیا گیا۔ <box>985 516 1119 690</box>
tag-label: ضروری <box>847 1368 881 1378</box>
tag-label: ضروری <box>1268 30 1302 40</box>
item-body-text: بیان میں کہا گیا ہے کہ متعلقہ حکام نے معاملے کا نوٹس لیتے ہوئے ہدایت جاری کی ہے کہ عوامی مفاد کے تمام امور کو فوری طور پر نمٹایا جائے اور اس سلسلے میں کسی قسم کی غفلت برداشت نہیں کی جائے گی، حکومت اپنے وعدوں پر قائم ہے اور عوام کو ریلیف فراہم کرنے کے لئے ہر ممکن اقدامات کئے جا رہے ہیں، اجلاس میں صوبائی وزراء اور اعلیٰ افسران نے شرکت کی اور مختلف منصوبوں پر پیش رفت کا جائزہ لیا گیا۔ <box>985 293 1119 467</box>
section-bar <box>144 251 277 265</box>
section-label: تنبیہات <box>903 699 937 709</box>
item-text: پنجاب میں مون سون بارشوں کا سلسلہ جاری، نشیبی علاقے زیر آب آ گئے۔ <box>1265 528 1399 565</box>
news-item <box>1126 945 1259 1162</box>
item-text: ہسپتالوں میں ادویات کی فراہمی یقینی بنانے کی ہدایت۔ <box>144 268 278 292</box>
news-item <box>285 920 418 1137</box>
news-item <box>565 28 698 245</box>
item-text: وزیر خزانہ نے کہا کہ مہنگائی کی شرح میں کمی آ رہی ہے۔ <box>1125 739 1259 763</box>
section-label: تنبیہات <box>62 476 95 486</box>
tag-label: ضروری <box>1128 30 1162 40</box>
item-number: 38 <box>678 920 698 934</box>
section-bar <box>845 1589 978 1603</box>
item-number: 30 <box>818 1366 838 1380</box>
item-body-text: بیان میں کہا گیا ہے کہ متعلقہ حکام نے معاملے کا نوٹس لیتے ہوئے ہدایت جاری کی ہے کہ عوامی مفاد کے تمام امور کو فوری طور پر نمٹایا جائے اور اس سلسلے میں کسی قسم کی غفلت برداشت نہیں کی جائے گی، حکومت اپنے وعدوں پر قائم ہے اور عوام کو ریلیف فراہم کرنے کے لئے ہر ممکن اقدامات کئے جا رہے ہیں، اجلاس میں صوبائی وزراء اور اعلیٰ افسران نے شرکت کی اور مختلف منصوبوں پر پیش رفت کا جائزہ لیا گیا۔ <box>705 2077 839 2251</box>
item-number: 12 <box>1099 474 1119 488</box>
section-bar <box>845 1366 978 1380</box>
item-text: بین الاقوامی پروازوں کی بحالی کا اعلان۔ <box>564 491 699 515</box>
section-bar <box>1126 722 1259 736</box>
news-column <box>561 24 701 2560</box>
item-text: انتظامیہ نے تجاوزات کے خلاف آپریشن شروع کر دیا۔ <box>144 45 278 69</box>
item-body-text: بیان میں کہا گیا ہے کہ متعلقہ حکام نے معاملے کا نوٹس لیتے ہوئے ہدایت جاری کی ہے کہ عوامی مفاد کے تمام امور کو فوری طور پر نمٹایا جائے اور اس سلسلے میں کسی قسم کی غفلت برداشت نہیں کی جائے گی، حکومت اپنے وعدوں پر قائم ہے اور عوام کو ریلیف فراہم کرنے کے لئے ہر ممکن اقدامات کئے جا رہے ہیں، اجلاس میں صوبائی وزراء اور اعلیٰ افسران نے شرکت کی اور مختلف منصوبوں پر پیش رفت کا جائزہ لیا گیا۔ <box>985 739 1119 913</box>
tag-label: ضروری <box>427 253 461 263</box>
item-text: سپریم کورٹ نے اہم مقدمے کی سماعت ملتوی کر دی۔ <box>985 491 1119 515</box>
item-text: صوبائی کابینہ نے اہم فیصلوں کی منظوری دی۔ <box>424 45 558 69</box>
